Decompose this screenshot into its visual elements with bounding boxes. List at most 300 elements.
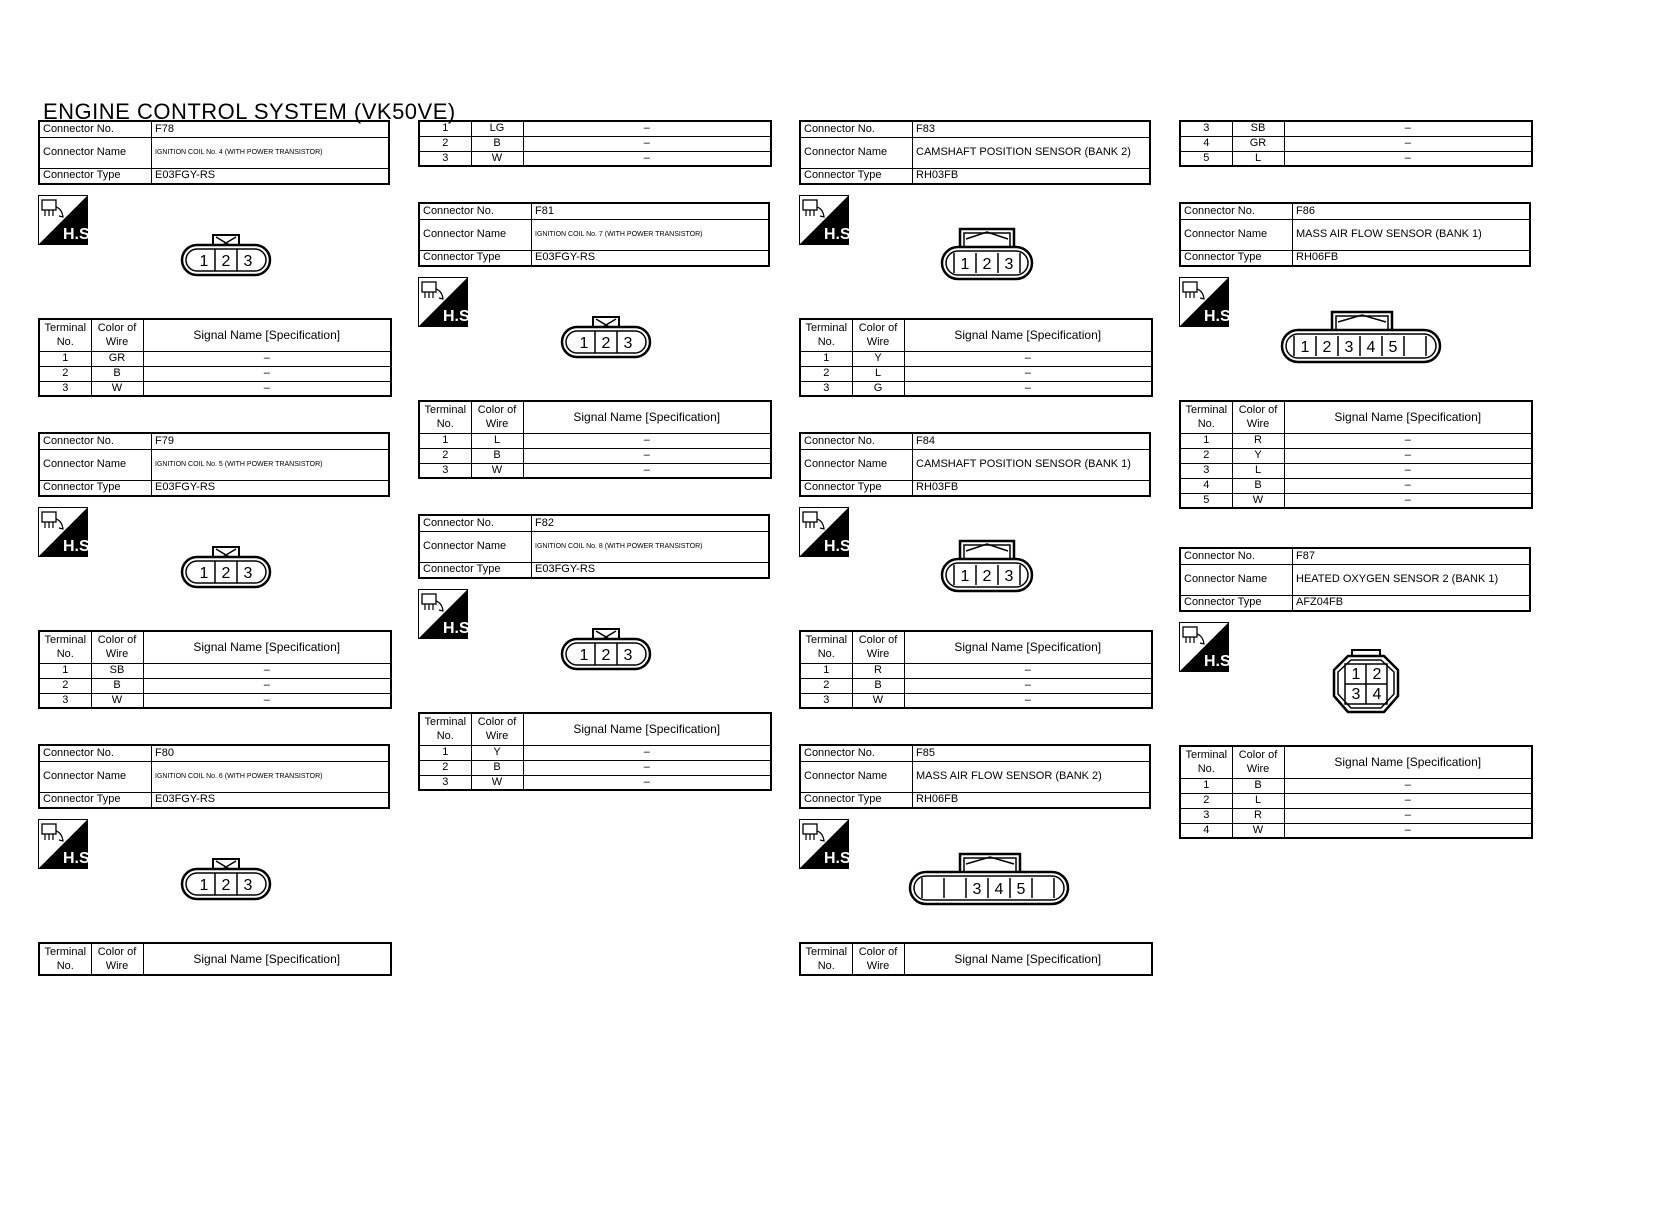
wire-color-cell: GR — [91, 351, 143, 366]
connector-type-value: E03FGY-RS — [152, 792, 390, 808]
signal-name-cell: – — [143, 678, 391, 693]
signal-name-cell: – — [523, 463, 771, 478]
terminal-no-cell: 4 — [1180, 478, 1232, 493]
connector-name-row — [1180, 219, 1530, 250]
connector-pin-label: 1 — [579, 647, 589, 664]
terminal-no-header: Terminal No. — [39, 631, 91, 663]
wire-color-cell: W — [91, 693, 143, 708]
connector-name-label: Connector Name — [1180, 219, 1293, 250]
connector-info-table — [799, 744, 1151, 809]
table-row — [419, 121, 771, 136]
wire-color-cell: G — [852, 381, 904, 396]
connector-no-row — [800, 433, 1150, 449]
connector-pin-label: 2 — [221, 565, 231, 582]
color-of-wire-header: Color of Wire — [471, 401, 523, 433]
connector-pin-label: 3 — [243, 877, 253, 894]
signal-name-cell: – — [523, 775, 771, 790]
connector-type-value: E03FGY-RS — [532, 562, 770, 578]
connector-no-value: F87 — [1293, 548, 1531, 564]
connector-info-table — [38, 120, 390, 185]
terminal-no-cell: 2 — [39, 678, 91, 693]
hs-harness-side-icon — [38, 819, 95, 869]
wire-color-cell: Y — [852, 351, 904, 366]
terminal-header-row — [39, 631, 391, 663]
connector-pin-label: 1 — [199, 253, 209, 270]
connector-no-label: Connector No. — [419, 515, 532, 531]
terminal-no-cell: 1 — [419, 121, 471, 136]
hs-harness-side-icon — [38, 507, 95, 557]
wire-color-cell: W — [471, 463, 523, 478]
wire-color-cell: L — [1232, 151, 1284, 166]
connector-name-row — [39, 137, 389, 168]
table-row — [39, 381, 391, 396]
terminal-no-header: Terminal No. — [1180, 746, 1232, 778]
connector-type-value: RH03FB — [913, 168, 1151, 184]
connector-no-row — [1180, 548, 1530, 564]
connector-no-label: Connector No. — [419, 203, 532, 219]
connector-face-diagram — [180, 545, 272, 593]
signal-name-cell: – — [904, 366, 1152, 381]
connector-pin-label: 2 — [982, 568, 992, 585]
connector-pin-label: 1 — [579, 335, 589, 352]
connector-type-row — [419, 250, 769, 266]
hs-harness-side-icon — [1179, 622, 1236, 672]
terminal-header-row — [800, 631, 1152, 663]
terminal-table — [38, 318, 392, 397]
connector-type-value: RH03FB — [913, 480, 1151, 496]
connector-pin-label: 1 — [199, 877, 209, 894]
color-of-wire-header: Color of Wire — [91, 319, 143, 351]
hs-harness-side-icon — [38, 195, 95, 245]
connector-no-value: F80 — [152, 745, 390, 761]
connector-name-row — [39, 761, 389, 792]
signal-name-cell: – — [523, 745, 771, 760]
wire-color-cell: Y — [471, 745, 523, 760]
table-row — [419, 151, 771, 166]
terminal-table — [418, 712, 772, 791]
hs-badge-label: H.S. — [63, 850, 95, 867]
color-of-wire-header: Color of Wire — [1232, 401, 1284, 433]
terminal-table — [799, 318, 1153, 397]
wire-color-cell: W — [91, 381, 143, 396]
connector-face-diagram — [1280, 308, 1442, 366]
signal-name-cell: – — [904, 693, 1152, 708]
signal-name-cell: – — [1284, 151, 1532, 166]
connector-name-row — [800, 137, 1150, 168]
signal-name-cell: – — [904, 678, 1152, 693]
terminal-no-cell: 3 — [419, 775, 471, 790]
terminal-no-cell: 1 — [39, 663, 91, 678]
connector-name-value: IGNITION COIL No. 6 (WITH POWER TRANSISTOR) — [152, 761, 390, 792]
terminal-header-row — [800, 319, 1152, 351]
signal-name-cell: – — [1284, 136, 1532, 151]
table-row — [800, 663, 1152, 678]
signal-name-cell: – — [1284, 778, 1532, 793]
hs-badge-label: H.S. — [1204, 308, 1236, 325]
wire-color-cell: R — [1232, 808, 1284, 823]
wire-color-cell: W — [471, 775, 523, 790]
terminal-table — [1179, 400, 1533, 509]
color-of-wire-header: Color of Wire — [852, 943, 904, 975]
table-row — [1180, 493, 1532, 508]
connector-face-diagram — [908, 850, 1070, 908]
connector-type-label: Connector Type — [39, 792, 152, 808]
connector-pin-label: 2 — [982, 256, 992, 273]
color-of-wire-header: Color of Wire — [91, 943, 143, 975]
connector-face-diagram — [940, 225, 1034, 283]
connector-no-value: F79 — [152, 433, 390, 449]
connector-name-label: Connector Name — [1180, 564, 1293, 595]
connector-name-label: Connector Name — [800, 761, 913, 792]
connector-pin-label: 2 — [1372, 666, 1382, 683]
terminal-no-cell: 5 — [1180, 151, 1232, 166]
terminal-no-header: Terminal No. — [419, 713, 471, 745]
signal-name-cell: – — [523, 136, 771, 151]
signal-name-header: Signal Name [Specification] — [523, 713, 771, 745]
connector-name-label: Connector Name — [39, 137, 152, 168]
wire-color-cell: W — [471, 151, 523, 166]
terminal-no-cell: 3 — [39, 381, 91, 396]
connector-type-label: Connector Type — [39, 480, 152, 496]
signal-name-cell: – — [1284, 478, 1532, 493]
connector-no-row — [419, 203, 769, 219]
terminal-no-cell: 2 — [419, 448, 471, 463]
terminal-no-cell: 3 — [419, 463, 471, 478]
signal-name-cell: – — [523, 760, 771, 775]
signal-name-cell: – — [143, 366, 391, 381]
connector-type-label: Connector Type — [39, 168, 152, 184]
wire-color-cell: L — [852, 366, 904, 381]
terminal-no-cell: 1 — [1180, 778, 1232, 793]
terminal-no-cell: 2 — [1180, 448, 1232, 463]
connector-no-value: F86 — [1293, 203, 1531, 219]
wire-color-cell: R — [1232, 433, 1284, 448]
connector-info-table — [799, 432, 1151, 497]
connector-no-value: F78 — [152, 121, 390, 137]
terminal-no-header: Terminal No. — [800, 319, 852, 351]
terminal-table-continued — [418, 120, 772, 167]
connector-type-row — [800, 480, 1150, 496]
terminal-no-header: Terminal No. — [800, 943, 852, 975]
connector-type-value: RH06FB — [1293, 250, 1531, 266]
connector-type-row — [800, 792, 1150, 808]
terminal-header-row — [419, 713, 771, 745]
connector-no-row — [39, 121, 389, 137]
connector-face-diagram — [940, 537, 1034, 595]
connector-face-diagram — [180, 857, 272, 905]
connector-pin-label: 3 — [1344, 339, 1354, 356]
table-row — [419, 448, 771, 463]
connector-name-value: CAMSHAFT POSITION SENSOR (BANK 1) — [913, 449, 1151, 480]
connector-no-label: Connector No. — [800, 745, 913, 761]
wire-color-cell: W — [1232, 493, 1284, 508]
terminal-no-cell: 3 — [419, 151, 471, 166]
connector-type-value: AFZ04FB — [1293, 595, 1531, 611]
signal-name-header: Signal Name [Specification] — [143, 631, 391, 663]
connector-pin-label: 1 — [1300, 339, 1310, 356]
color-of-wire-header: Color of Wire — [471, 713, 523, 745]
table-row — [800, 381, 1152, 396]
terminal-table — [799, 942, 1153, 976]
signal-name-header: Signal Name [Specification] — [904, 319, 1152, 351]
terminal-no-cell: 3 — [1180, 808, 1232, 823]
signal-name-cell: – — [143, 693, 391, 708]
terminal-no-cell: 1 — [1180, 433, 1232, 448]
signal-name-cell: – — [523, 433, 771, 448]
connector-no-label: Connector No. — [39, 433, 152, 449]
terminal-no-cell: 3 — [800, 693, 852, 708]
wire-color-cell: Y — [1232, 448, 1284, 463]
connector-pin-label: 4 — [1372, 686, 1382, 703]
connector-name-label: Connector Name — [800, 449, 913, 480]
color-of-wire-header: Color of Wire — [1232, 746, 1284, 778]
connector-type-label: Connector Type — [419, 250, 532, 266]
connector-no-label: Connector No. — [800, 433, 913, 449]
hs-badge-label: H.S. — [824, 226, 856, 243]
hs-harness-side-icon — [1179, 277, 1236, 327]
connector-no-row — [800, 745, 1150, 761]
table-row — [1180, 778, 1532, 793]
connector-no-value: F82 — [532, 515, 770, 531]
table-row — [419, 775, 771, 790]
terminal-no-cell: 2 — [800, 366, 852, 381]
connector-no-value: F85 — [913, 745, 1151, 761]
page-title: ENGINE CONTROL SYSTEM (VK50VE) — [43, 99, 456, 124]
connector-name-label: Connector Name — [39, 449, 152, 480]
connector-pin-label: 3 — [623, 335, 633, 352]
terminal-no-cell: 1 — [39, 351, 91, 366]
table-row — [1180, 823, 1532, 838]
connector-pin-label: 2 — [1322, 339, 1332, 356]
connector-type-value: E03FGY-RS — [152, 480, 390, 496]
connector-type-label: Connector Type — [800, 168, 913, 184]
connector-pin-label: 1 — [199, 565, 209, 582]
connector-pin-label: 5 — [1388, 339, 1398, 356]
wire-color-cell: B — [1232, 778, 1284, 793]
connector-name-label: Connector Name — [419, 219, 532, 250]
signal-name-cell: – — [1284, 463, 1532, 478]
connector-no-value: F84 — [913, 433, 1151, 449]
connector-type-label: Connector Type — [800, 792, 913, 808]
wire-color-cell: R — [852, 663, 904, 678]
connector-pin-label: 2 — [601, 335, 611, 352]
terminal-table-continued — [1179, 120, 1533, 167]
color-of-wire-header: Color of Wire — [852, 631, 904, 663]
signal-name-cell: – — [1284, 793, 1532, 808]
connector-name-row — [39, 449, 389, 480]
signal-name-header: Signal Name [Specification] — [904, 631, 1152, 663]
hs-badge-label: H.S. — [824, 538, 856, 555]
connector-type-value: RH06FB — [913, 792, 1151, 808]
connector-no-label: Connector No. — [1180, 203, 1293, 219]
connector-pin-label: 1 — [1351, 666, 1361, 683]
wire-color-cell: SB — [1232, 121, 1284, 136]
table-row — [1180, 808, 1532, 823]
terminal-no-cell: 3 — [1180, 463, 1232, 478]
terminal-header-row — [1180, 746, 1532, 778]
color-of-wire-header: Color of Wire — [852, 319, 904, 351]
hs-badge-label: H.S. — [824, 850, 856, 867]
connector-no-label: Connector No. — [39, 121, 152, 137]
wire-color-cell: GR — [1232, 136, 1284, 151]
terminal-table — [38, 942, 392, 976]
connector-info-table — [418, 202, 770, 267]
hs-badge-label: H.S. — [443, 308, 475, 325]
table-row — [419, 760, 771, 775]
wire-color-cell: W — [852, 693, 904, 708]
connector-no-label: Connector No. — [1180, 548, 1293, 564]
connector-pin-label: 1 — [960, 256, 970, 273]
connector-name-row — [1180, 564, 1530, 595]
signal-name-cell: – — [1284, 493, 1532, 508]
connector-no-row — [419, 515, 769, 531]
signal-name-header: Signal Name [Specification] — [1284, 401, 1532, 433]
terminal-no-cell: 1 — [419, 745, 471, 760]
connector-face-diagram — [560, 627, 652, 675]
table-row — [1180, 151, 1532, 166]
table-row — [39, 678, 391, 693]
connector-name-label: Connector Name — [39, 761, 152, 792]
connector-name-value: IGNITION COIL No. 5 (WITH POWER TRANSISTOR) — [152, 449, 390, 480]
table-row — [419, 433, 771, 448]
connector-type-label: Connector Type — [800, 480, 913, 496]
terminal-no-header: Terminal No. — [1180, 401, 1232, 433]
signal-name-header: Signal Name [Specification] — [143, 319, 391, 351]
connector-pin-label: 3 — [1004, 568, 1014, 585]
table-row — [39, 366, 391, 381]
signal-name-cell: – — [904, 351, 1152, 366]
signal-name-cell: – — [1284, 823, 1532, 838]
connector-pin-label: 2 — [221, 253, 231, 270]
connector-info-table — [1179, 202, 1531, 267]
table-row — [1180, 433, 1532, 448]
signal-name-cell: – — [523, 121, 771, 136]
wire-color-cell: L — [471, 433, 523, 448]
signal-name-cell: – — [904, 663, 1152, 678]
connector-type-row — [419, 562, 769, 578]
terminal-no-header: Terminal No. — [419, 401, 471, 433]
connector-pin-label: 3 — [1004, 256, 1014, 273]
connector-type-row — [39, 168, 389, 184]
wire-color-cell: L — [1232, 793, 1284, 808]
connector-pin-label: 3 — [243, 253, 253, 270]
wire-color-cell: B — [471, 448, 523, 463]
hs-badge-label: H.S. — [443, 620, 475, 637]
terminal-table — [799, 630, 1153, 709]
connector-pin-label: 4 — [1366, 339, 1376, 356]
connector-no-row — [800, 121, 1150, 137]
connector-pin-label: 3 — [1351, 686, 1361, 703]
terminal-no-cell: 1 — [800, 663, 852, 678]
signal-name-header: Signal Name [Specification] — [904, 943, 1152, 975]
wire-color-cell: LG — [471, 121, 523, 136]
connector-name-row — [800, 761, 1150, 792]
connector-no-row — [39, 745, 389, 761]
signal-name-cell: – — [523, 151, 771, 166]
table-row — [1180, 463, 1532, 478]
terminal-no-cell: 1 — [419, 433, 471, 448]
hs-harness-side-icon — [418, 589, 475, 639]
signal-name-cell: – — [1284, 808, 1532, 823]
wire-color-cell: SB — [91, 663, 143, 678]
table-row — [800, 678, 1152, 693]
connector-name-label: Connector Name — [800, 137, 913, 168]
signal-name-header: Signal Name [Specification] — [143, 943, 391, 975]
connector-type-label: Connector Type — [419, 562, 532, 578]
wire-color-cell: B — [1232, 478, 1284, 493]
table-row — [39, 693, 391, 708]
signal-name-cell: – — [143, 381, 391, 396]
wire-color-cell: L — [1232, 463, 1284, 478]
hs-badge-label: H.S. — [63, 538, 95, 555]
connector-no-label: Connector No. — [39, 745, 152, 761]
terminal-header-row — [39, 319, 391, 351]
wire-color-cell: B — [471, 136, 523, 151]
wire-color-cell: B — [91, 366, 143, 381]
terminal-no-cell: 2 — [419, 136, 471, 151]
connector-type-row — [1180, 595, 1530, 611]
connector-info-table — [38, 744, 390, 809]
table-row — [39, 663, 391, 678]
connector-pin-label: 3 — [623, 647, 633, 664]
terminal-no-cell: 3 — [800, 381, 852, 396]
connector-name-row — [419, 531, 769, 562]
signal-name-cell: – — [1284, 121, 1532, 136]
connector-name-row — [800, 449, 1150, 480]
table-row — [1180, 136, 1532, 151]
connector-pin-label: 2 — [221, 877, 231, 894]
table-row — [800, 693, 1152, 708]
connector-face-diagram — [180, 233, 272, 281]
wire-color-cell: B — [852, 678, 904, 693]
table-row — [419, 136, 771, 151]
connector-pin-label: 3 — [972, 881, 982, 898]
connector-type-label: Connector Type — [1180, 595, 1293, 611]
terminal-header-row — [419, 401, 771, 433]
terminal-table — [1179, 745, 1533, 839]
connector-name-value: IGNITION COIL No. 4 (WITH POWER TRANSISTOR) — [152, 137, 390, 168]
terminal-no-header: Terminal No. — [39, 319, 91, 351]
wire-color-cell: W — [1232, 823, 1284, 838]
connector-type-value: E03FGY-RS — [152, 168, 390, 184]
connector-no-row — [1180, 203, 1530, 219]
connector-no-row — [39, 433, 389, 449]
connector-type-row — [1180, 250, 1530, 266]
signal-name-header: Signal Name [Specification] — [523, 401, 771, 433]
terminal-table — [38, 630, 392, 709]
table-row — [800, 351, 1152, 366]
connector-name-value: IGNITION COIL No. 8 (WITH POWER TRANSISTOR) — [532, 531, 770, 562]
terminal-no-cell: 4 — [1180, 136, 1232, 151]
terminal-no-cell: 4 — [1180, 823, 1232, 838]
terminal-no-header: Terminal No. — [800, 631, 852, 663]
connector-name-row — [419, 219, 769, 250]
terminal-no-cell: 2 — [1180, 793, 1232, 808]
connector-info-table — [799, 120, 1151, 185]
hs-harness-side-icon — [799, 819, 856, 869]
connector-name-value: CAMSHAFT POSITION SENSOR (BANK 2) — [913, 137, 1151, 168]
table-row — [800, 366, 1152, 381]
connector-pin-label: 1 — [960, 568, 970, 585]
connector-pin-label: 4 — [994, 881, 1004, 898]
terminal-no-cell: 3 — [39, 693, 91, 708]
connector-type-row — [800, 168, 1150, 184]
table-row — [419, 463, 771, 478]
wire-color-cell: B — [471, 760, 523, 775]
connector-no-label: Connector No. — [800, 121, 913, 137]
terminal-no-header: Terminal No. — [39, 943, 91, 975]
connector-pin-label: 5 — [1016, 881, 1026, 898]
